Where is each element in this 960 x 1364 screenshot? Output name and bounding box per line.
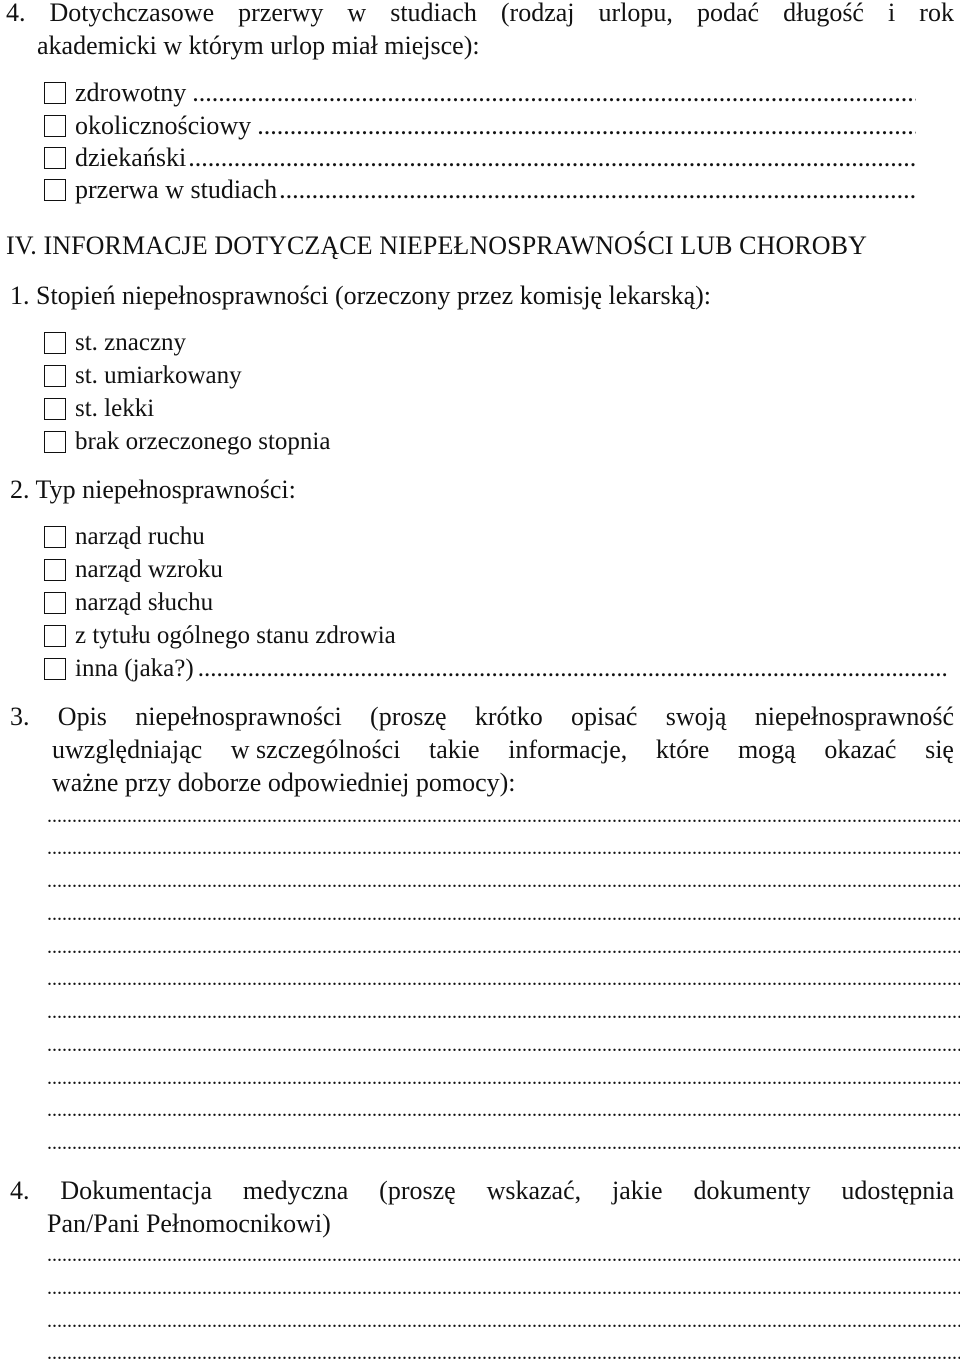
q3-word: 3.: [10, 702, 30, 731]
answer-line[interactable]: [47, 838, 960, 858]
q4-word: wskazać,: [486, 1176, 582, 1205]
q4-word: 4.: [10, 1176, 30, 1205]
item4-word: podać: [696, 0, 760, 27]
answer-line[interactable]: [47, 1278, 960, 1298]
answer-line[interactable]: [47, 1002, 960, 1022]
degree-option-brak[interactable]: [44, 429, 330, 454]
option-label: narząd słuchu: [75, 589, 214, 616]
question-2: 2. Typ niepełnosprawności:: [10, 475, 296, 504]
option-label: st. znaczny: [75, 329, 187, 356]
option-label: narząd ruchu: [75, 523, 205, 550]
item4-word: i: [888, 0, 896, 27]
item4-word: studiach: [390, 0, 477, 27]
q3-word: Opis: [57, 702, 107, 731]
checkbox[interactable]: [44, 115, 66, 137]
degree-option-znaczny[interactable]: [44, 330, 186, 355]
q3-word: niepełnosprawność: [754, 702, 954, 731]
fill-line[interactable]: [198, 656, 948, 681]
answer-line[interactable]: [47, 871, 960, 891]
checkbox[interactable]: [44, 526, 66, 548]
checkbox[interactable]: [44, 592, 66, 614]
type-option-wzrok[interactable]: [44, 557, 223, 582]
checkbox[interactable]: [44, 559, 66, 581]
answer-line[interactable]: [47, 1343, 960, 1363]
q3-word: się: [925, 735, 954, 764]
option-label: dziekański: [75, 143, 187, 172]
answer-line[interactable]: [47, 1133, 960, 1153]
item4-text-line1: [6, 0, 954, 26]
item4-word: rok: [919, 0, 954, 27]
fill-line[interactable]: [192, 80, 916, 106]
option-label: inna (jaka?): [75, 655, 194, 682]
section-heading: IV. INFORMACJE DOTYCZĄCE NIEPEŁNOSPRAWNOŚCI LUB CHOROBY: [6, 231, 867, 260]
q3-word: mogą: [737, 735, 796, 764]
item4-word: Dotychczasowe: [49, 0, 215, 27]
degree-option-lekki[interactable]: [44, 396, 154, 421]
checkbox[interactable]: [44, 431, 66, 453]
q3-word: (proszę: [370, 702, 447, 731]
q3-word: które: [655, 735, 710, 764]
answer-line[interactable]: [47, 1100, 960, 1120]
checkbox[interactable]: [44, 625, 66, 647]
question-4-line1: [10, 1178, 954, 1204]
item4-word: urlopu,: [598, 0, 673, 27]
type-option-sluch[interactable]: [44, 590, 213, 615]
checkbox[interactable]: [44, 398, 66, 420]
question-1: 1. Stopień niepełnosprawności (orzeczony przez komisję lekarską):: [10, 281, 712, 310]
degree-option-umiarkowany[interactable]: [44, 363, 242, 388]
leave-option-okolicznosciowy[interactable]: [44, 113, 916, 139]
leave-option-zdrowotny[interactable]: [44, 80, 916, 106]
q3-word: swoją: [665, 702, 727, 731]
q3-word: opisać: [571, 702, 638, 731]
leave-option-przerwa[interactable]: [44, 177, 916, 203]
type-option-ogolny-stan[interactable]: [44, 623, 396, 648]
fill-line[interactable]: [257, 113, 916, 139]
item4-word: 4.: [6, 0, 26, 27]
q3-word: niepełnosprawności: [135, 702, 342, 731]
type-option-ruch[interactable]: [44, 524, 205, 549]
q3-word: informacje,: [508, 735, 628, 764]
option-label: okolicznościowy: [75, 111, 252, 140]
leave-option-dziekanski[interactable]: [44, 145, 916, 171]
option-label: narząd wzroku: [75, 556, 223, 583]
option-label: przerwa w studiach: [75, 175, 278, 204]
option-label: zdrowotny: [75, 78, 187, 107]
fill-line[interactable]: [279, 177, 916, 203]
q3-word: okazać: [824, 735, 897, 764]
checkbox[interactable]: [44, 332, 66, 354]
option-label: z tytułu ogólnego stanu zdrowia: [75, 622, 396, 649]
q4-word: udostępnia: [841, 1176, 954, 1205]
answer-line[interactable]: [47, 904, 960, 924]
checkbox[interactable]: [44, 658, 66, 680]
q4-word: (proszę: [379, 1176, 456, 1205]
q4-word: medyczna: [242, 1176, 349, 1205]
answer-line[interactable]: [47, 1035, 960, 1055]
answer-line[interactable]: [47, 1068, 960, 1088]
checkbox[interactable]: [44, 179, 66, 201]
q3-word: w szczególności: [230, 735, 401, 764]
q4-word: Dokumentacja: [60, 1176, 212, 1205]
q3-word: krótko: [474, 702, 543, 731]
option-label: brak orzeczonego stopnia: [75, 428, 331, 455]
question-3-line3: ważne przy doborze odpowiedniej pomocy):: [52, 768, 516, 797]
question-3-line1: [10, 704, 954, 730]
option-label: st. lekki: [75, 395, 155, 422]
item4-word: długość: [783, 0, 864, 27]
checkbox[interactable]: [44, 365, 66, 387]
answer-line[interactable]: [47, 1311, 960, 1331]
option-label: st. umiarkowany: [75, 362, 242, 389]
answer-line[interactable]: [47, 937, 960, 957]
q4-word: dokumenty: [693, 1176, 811, 1205]
q3-word: takie: [429, 735, 480, 764]
checkbox[interactable]: [44, 147, 66, 169]
item4-text-line2: akademicki w którym urlop miał miejsce):: [37, 31, 480, 60]
type-option-inna[interactable]: [44, 656, 948, 681]
question-4-line2: Pan/Pani Pełnomocnikowi): [47, 1209, 331, 1238]
fill-line[interactable]: [188, 145, 916, 171]
answer-line[interactable]: [47, 806, 960, 826]
q4-word: jakie: [612, 1176, 663, 1205]
q3-word: uwzględniając: [52, 735, 203, 764]
checkbox[interactable]: [44, 82, 66, 104]
item4-word: przerwy: [238, 0, 324, 27]
answer-line[interactable]: [47, 1245, 960, 1265]
question-3-line2: [52, 737, 954, 763]
answer-line[interactable]: [47, 969, 960, 989]
item4-word: w: [347, 0, 367, 27]
item4-word: (rodzaj: [500, 0, 575, 27]
